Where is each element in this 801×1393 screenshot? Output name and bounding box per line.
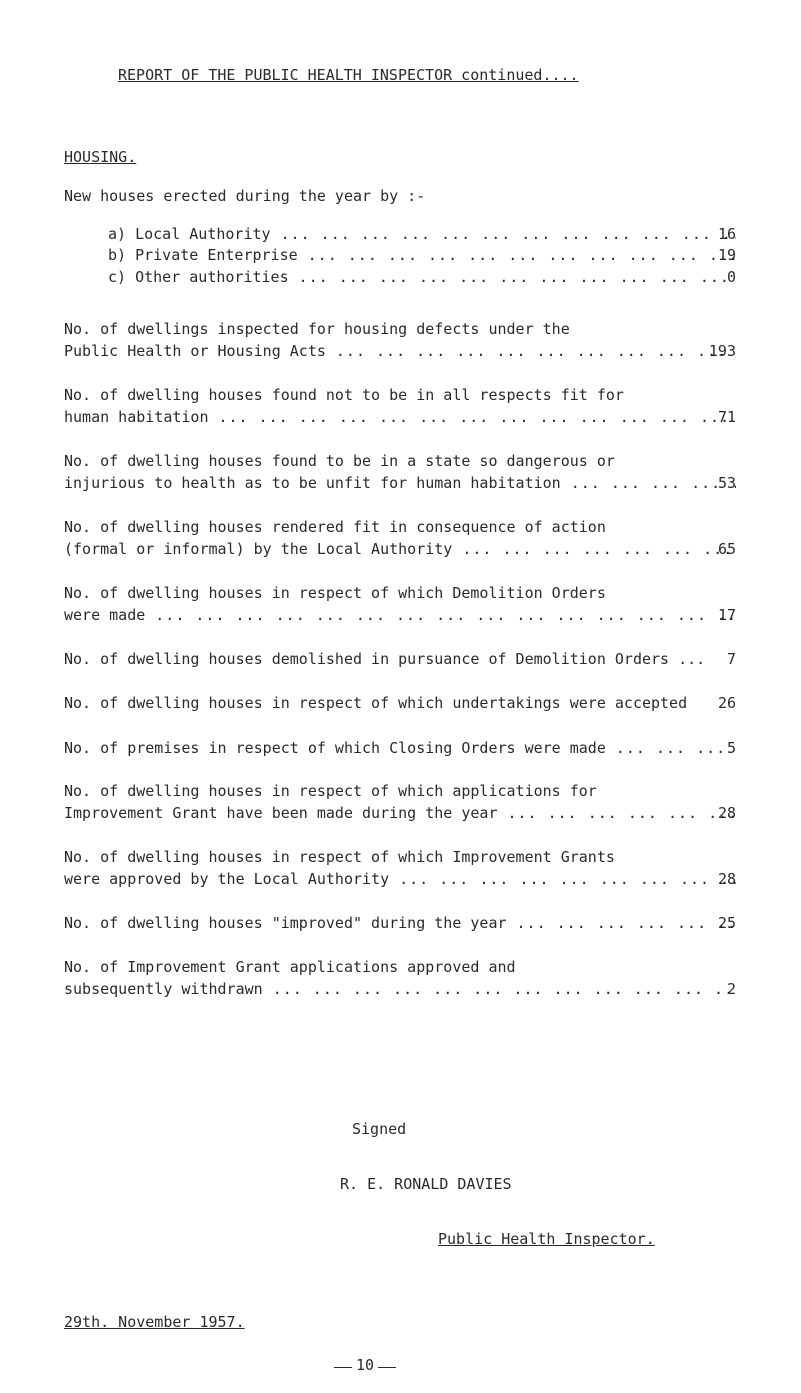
stat-value: 28 bbox=[717, 804, 736, 822]
stat-label: No. of dwellings inspected for housing defects under the bbox=[64, 320, 570, 338]
stat-row bbox=[64, 582, 736, 626]
page-number: 10 bbox=[356, 1356, 375, 1374]
leader-dots bbox=[219, 406, 737, 428]
stat-label: Improvement Grant have been made during the year bbox=[64, 804, 498, 822]
stat-row bbox=[64, 450, 736, 494]
stat-value: 28 bbox=[717, 870, 736, 888]
page-number-block bbox=[330, 1356, 400, 1374]
stat-label: (formal or informal) by the Local Authority bbox=[64, 540, 453, 558]
section-title: HOUSING. bbox=[64, 148, 137, 166]
leader-dots bbox=[155, 604, 736, 626]
stat-label: subsequently withdrawn bbox=[64, 980, 263, 998]
stat-value: 7 bbox=[726, 650, 736, 668]
signatory-title: Public Health Inspector. bbox=[438, 1230, 655, 1248]
stat-value: 193 bbox=[708, 342, 736, 360]
signed-label: Signed bbox=[352, 1120, 407, 1138]
report-heading: REPORT OF THE PUBLIC HEALTH INSPECTOR continued.... bbox=[118, 66, 579, 84]
stat-value: 17 bbox=[717, 606, 736, 624]
stat-row bbox=[64, 648, 736, 670]
list-item bbox=[108, 223, 736, 245]
page-rule-right bbox=[378, 1367, 396, 1368]
leader-dots bbox=[507, 802, 736, 824]
stat-label: human habitation bbox=[64, 408, 209, 426]
stat-row bbox=[64, 956, 736, 1000]
stat-value: 71 bbox=[717, 408, 736, 426]
stat-label: were made bbox=[64, 606, 146, 624]
stat-label: No. of dwelling houses "improved" during the year bbox=[64, 914, 507, 932]
stat-row bbox=[64, 384, 736, 428]
stat-value: 26 bbox=[717, 694, 736, 712]
stat-label: were approved by the Local Authority bbox=[64, 870, 390, 888]
stat-value: 53 bbox=[717, 474, 736, 492]
leader-dots bbox=[273, 978, 736, 1000]
stat-label: No. of dwelling houses in respect of which Improvement Grants bbox=[64, 848, 615, 866]
report-date: 29th. November 1957. bbox=[64, 1313, 245, 1331]
stat-row bbox=[64, 912, 736, 934]
leader-dots bbox=[462, 538, 736, 560]
stat-label: No. of premises in respect of which Closing Orders were made bbox=[64, 739, 606, 757]
stat-row bbox=[64, 846, 736, 890]
stat-label: No. of dwelling houses in respect of which applications for bbox=[64, 782, 597, 800]
leader-dots bbox=[399, 868, 736, 890]
leader-dots bbox=[299, 266, 736, 288]
stat-label: No. of Improvement Grant applications approved and bbox=[64, 958, 516, 976]
stat-row bbox=[64, 318, 736, 362]
stat-label: Public Health or Housing Acts bbox=[64, 342, 326, 360]
list-item bbox=[108, 244, 736, 266]
stat-label: No. of dwelling houses rendered fit in consequence of action bbox=[64, 518, 606, 536]
stat-row bbox=[64, 780, 736, 824]
stat-value: 65 bbox=[717, 540, 736, 558]
stat-value: 2 bbox=[726, 980, 736, 998]
item-value: 0 bbox=[726, 268, 736, 286]
stat-label: No. of dwelling houses demolished in pursuance of Demolition Orders ... bbox=[64, 650, 706, 668]
item-label: c) Other authorities bbox=[108, 268, 289, 286]
item-label: b) Private Enterprise bbox=[108, 246, 298, 264]
list-item bbox=[108, 266, 736, 288]
stat-row bbox=[64, 692, 736, 714]
stat-value: 25 bbox=[717, 914, 736, 932]
stat-label: No. of dwelling houses found to be in a state so dangerous or bbox=[64, 452, 615, 470]
stat-label: injurious to health as to be unfit for human habitation bbox=[64, 474, 561, 492]
leader-dots bbox=[281, 223, 736, 245]
leader-dots bbox=[571, 472, 736, 494]
stat-row bbox=[64, 737, 736, 759]
intro-text: New houses erected during the year by :- bbox=[64, 187, 426, 205]
leader-dots bbox=[517, 912, 736, 934]
leader-dots bbox=[616, 737, 736, 759]
signatory-name: R. E. RONALD DAVIES bbox=[340, 1175, 512, 1193]
item-label: a) Local Authority bbox=[108, 225, 271, 243]
stat-label: No. of dwelling houses in respect of which undertakings were accepted bbox=[64, 694, 688, 712]
stat-value: 5 bbox=[726, 739, 736, 757]
leader-dots bbox=[336, 340, 736, 362]
stat-label: No. of dwelling houses found not to be in all respects fit for bbox=[64, 386, 624, 404]
item-value: 19 bbox=[717, 246, 736, 264]
item-value: 16 bbox=[717, 225, 736, 243]
stat-row bbox=[64, 516, 736, 560]
page-rule-left bbox=[334, 1367, 352, 1368]
stat-label: No. of dwelling houses in respect of which Demolition Orders bbox=[64, 584, 606, 602]
leader-dots bbox=[308, 244, 736, 266]
